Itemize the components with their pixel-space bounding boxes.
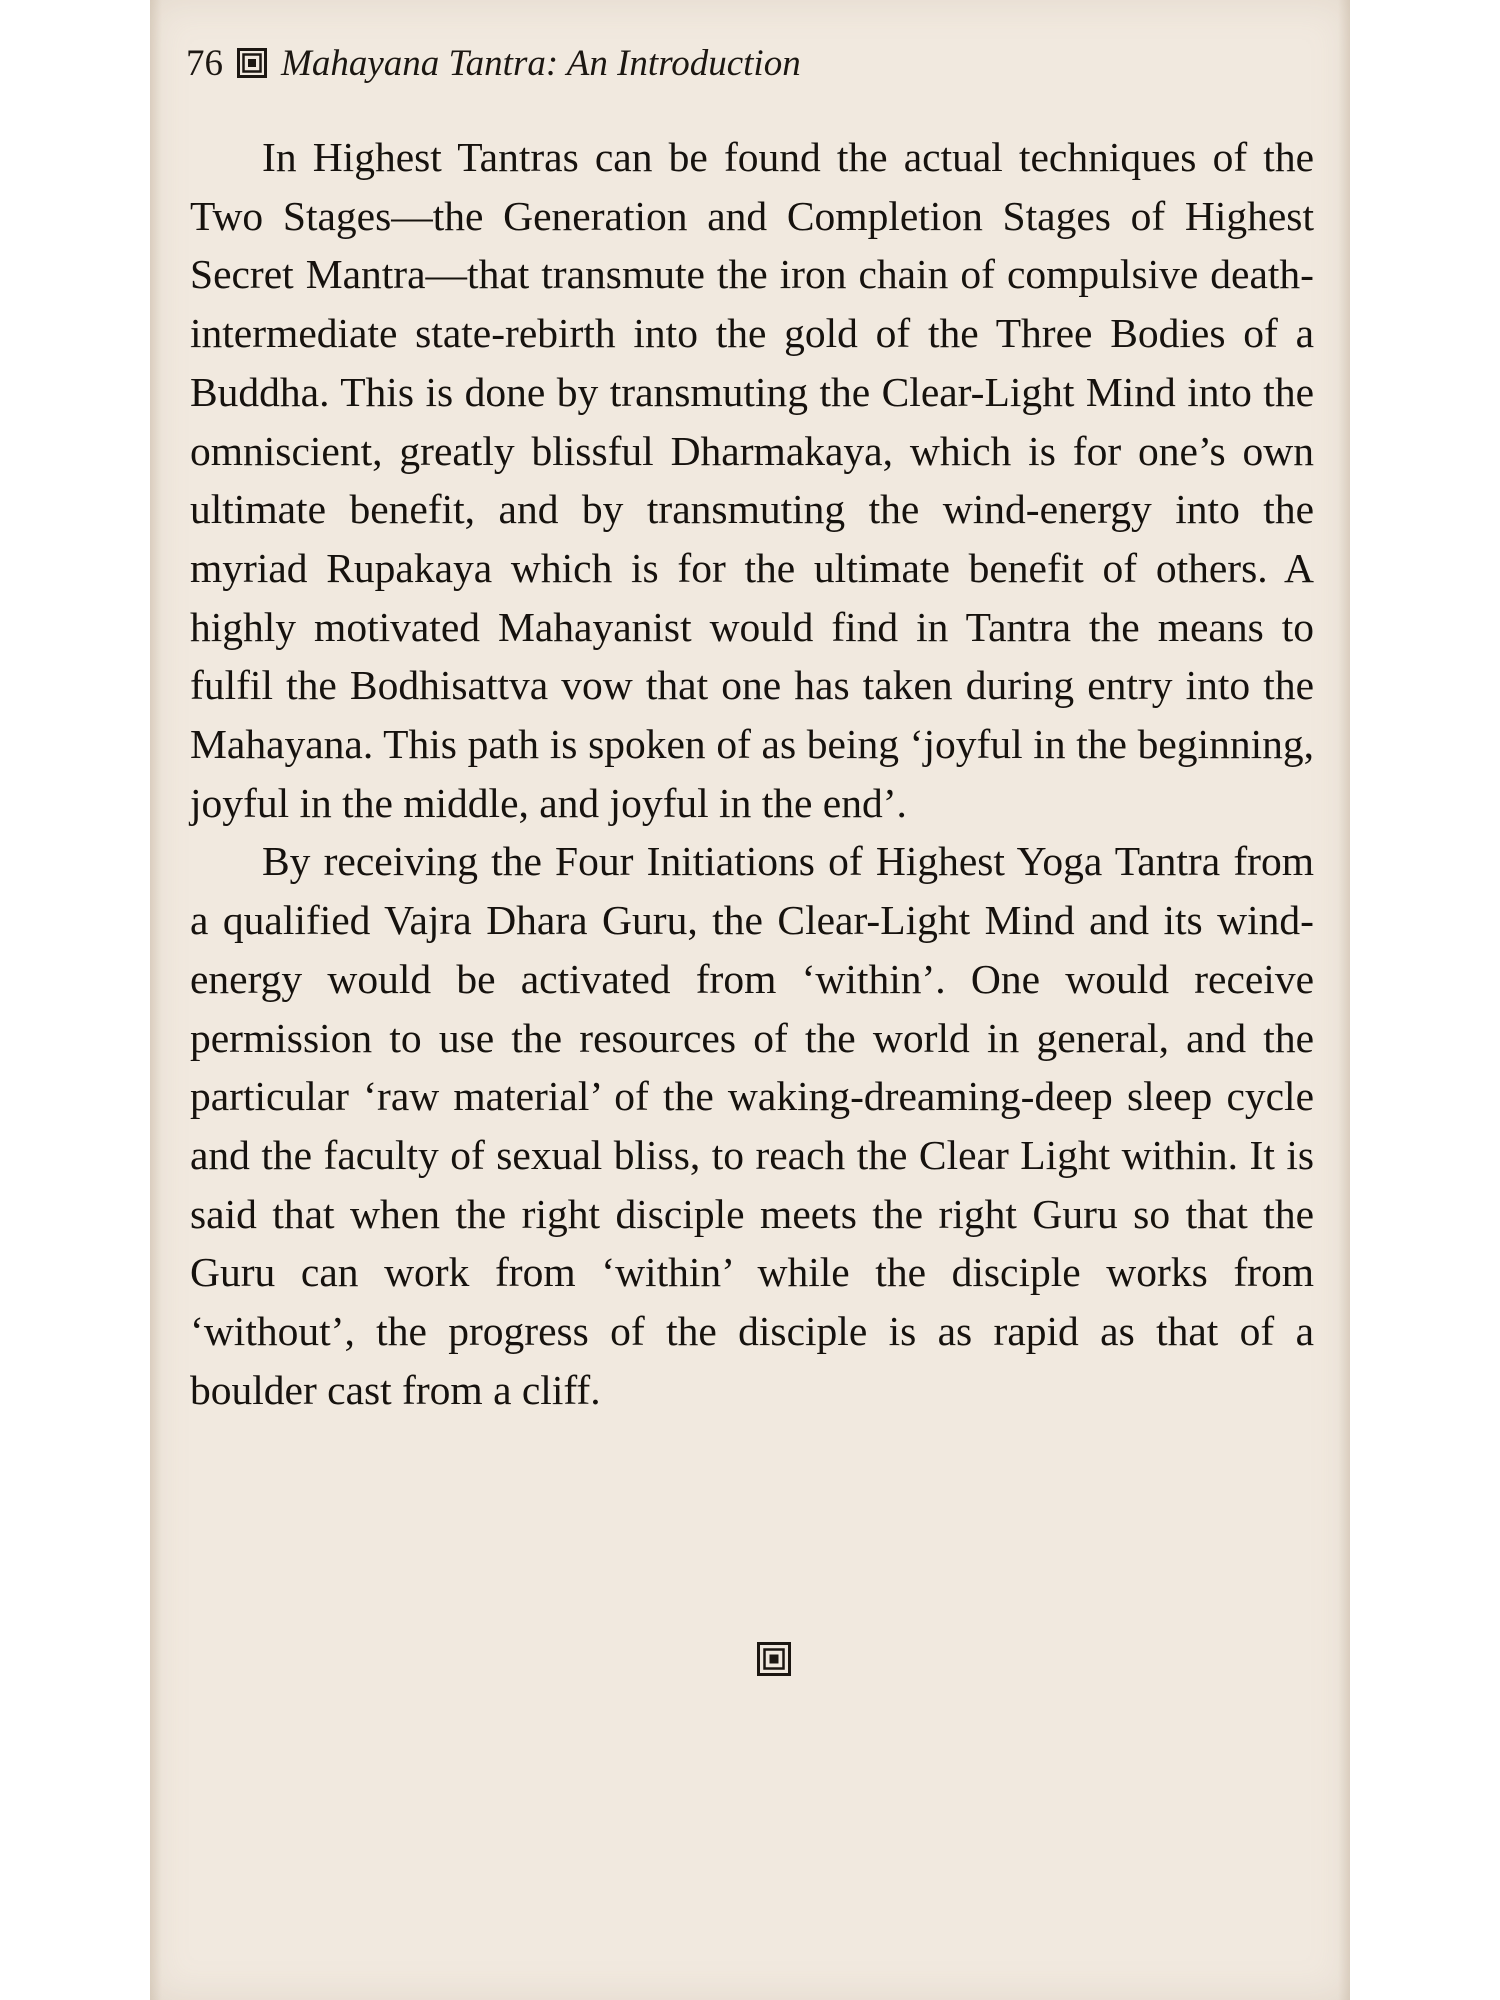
- running-header-title: Mahayana Tantra: An Introduction: [281, 42, 801, 84]
- page-edge-shadow-right: [1338, 0, 1350, 2000]
- square-ornament-icon: [237, 48, 267, 78]
- section-end-ornament-icon: [757, 1642, 791, 1676]
- paragraph: By receiving the Four Initiations of Highest Yoga Tantra from a qualified Vajra Dhara Guru, the Clear-Light Mind and its wind-energy would be activated from ‘within’. One would receive permission to use the resources of the world in general, and the particular ‘raw material’ of the waking-dreaming-deep sleep cycle and the faculty of sexual bliss, to reach the Clear Light within. It is said that when the right disciple meets the right Guru so that the Guru can work from ‘within’ while the disciple works from ‘without’, the progress of the disciple is as rapid as that of a boulder cast from a cliff.: [190, 838, 1314, 1413]
- paragraph: In Highest Tantras can be found the actual techniques of the Two Stages—the Generation and Completion Stages of Highest Secret Mantra—that transmute the iron chain of compulsive death-intermediate state-rebirth into the gold of the Three Bodies of a Buddha. This is done by transmuting the Clear-Light Mind into the omniscient, greatly blissful Dharmakaya, which is for one’s own ultimate benefit, and by transmuting the wind-energy into the myriad Rupakaya which is for the ultimate benefit of others. A highly motivated Mahayanist would find in Tantra the means to fulfil the Bodhisattva vow that one has taken during entry into the Mahayana. This path is spoken of as being ‘joyful in the beginning, joyful in the middle, and joyful in the end’.: [190, 134, 1314, 826]
- running-header: [186, 38, 801, 88]
- page-number: 76: [186, 42, 223, 84]
- page-edge-shadow-left: [150, 0, 162, 2000]
- body-text: [190, 128, 1314, 1419]
